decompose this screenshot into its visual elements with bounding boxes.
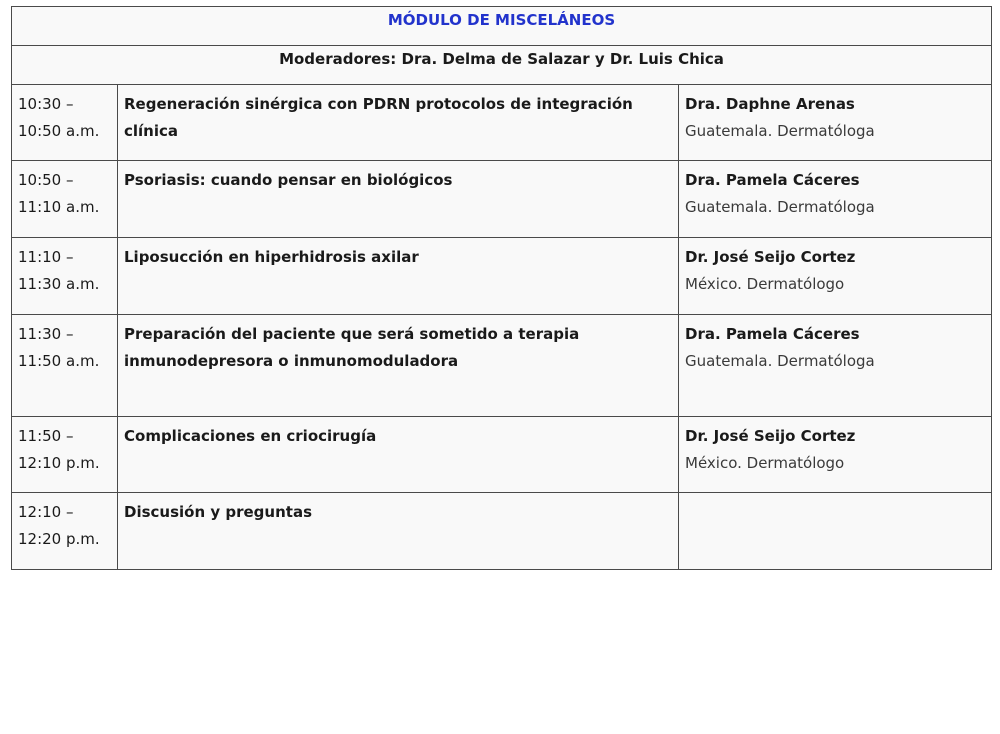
topic-cell — [118, 238, 679, 315]
speaker-info: México. Dermatólogo — [685, 454, 845, 472]
speaker-name: Dra. Pamela Cáceres — [685, 171, 860, 189]
topic-cell — [118, 315, 679, 417]
module-title-cell — [12, 7, 992, 46]
time-start: 10:50 – — [18, 171, 74, 189]
topic-cell — [118, 493, 679, 570]
topic-cell — [118, 417, 679, 493]
speaker-cell — [679, 493, 992, 570]
time-cell — [12, 417, 118, 493]
moderators-cell — [12, 46, 992, 85]
time-cell — [12, 161, 118, 238]
table-row — [12, 85, 992, 161]
table-row — [12, 417, 992, 493]
table-row — [12, 493, 992, 570]
topic-cell — [118, 161, 679, 238]
topic-text: Psoriasis: cuando pensar en biológicos — [124, 171, 453, 189]
topic-text: Regeneración sinérgica con PDRN protocolos de integración clínica — [124, 95, 633, 140]
speaker-name: Dr. José Seijo Cortez — [685, 427, 856, 445]
time-cell — [12, 493, 118, 570]
time-end: 11:30 a.m. — [18, 275, 100, 293]
speaker-info: Guatemala. Dermatóloga — [685, 352, 875, 370]
speaker-info: México. Dermatólogo — [685, 275, 845, 293]
speaker-cell — [679, 85, 992, 161]
speaker-name: Dr. José Seijo Cortez — [685, 248, 856, 266]
topic-text: Discusión y preguntas — [124, 503, 312, 521]
speaker-name: Dra. Daphne Arenas — [685, 95, 855, 113]
time-cell — [12, 315, 118, 417]
speaker-cell — [679, 315, 992, 417]
time-start: 11:30 – — [18, 325, 74, 343]
topic-text: Liposucción en hiperhidrosis axilar — [124, 248, 419, 266]
time-start: 10:30 – — [18, 95, 74, 113]
time-end: 12:20 p.m. — [18, 530, 100, 548]
moderators-row — [12, 46, 992, 85]
topic-text: Complicaciones en criocirugía — [124, 427, 377, 445]
table-row — [12, 238, 992, 315]
time-start: 11:10 – — [18, 248, 74, 266]
speaker-cell — [679, 417, 992, 493]
time-cell — [12, 238, 118, 315]
module-title-row — [12, 7, 992, 46]
speaker-name: Dra. Pamela Cáceres — [685, 325, 860, 343]
topic-cell — [118, 85, 679, 161]
speaker-info: Guatemala. Dermatóloga — [685, 122, 875, 140]
time-start: 11:50 – — [18, 427, 74, 445]
time-end: 10:50 a.m. — [18, 122, 100, 140]
speaker-cell — [679, 238, 992, 315]
topic-text: Preparación del paciente que será sometido a terapia inmunodepresora o inmunomoduladora — [124, 325, 580, 370]
time-end: 12:10 p.m. — [18, 454, 100, 472]
module-title: MÓDULO DE MISCELÁNEOS — [387, 11, 616, 29]
moderators-text: Moderadores: Dra. Delma de Salazar y Dr. Luis Chica — [279, 50, 724, 68]
schedule-table — [11, 6, 992, 570]
table-row — [12, 315, 992, 417]
time-cell — [12, 85, 118, 161]
time-end: 11:10 a.m. — [18, 198, 100, 216]
speaker-info: Guatemala. Dermatóloga — [685, 198, 875, 216]
table-row — [12, 161, 992, 238]
speaker-cell — [679, 161, 992, 238]
time-start: 12:10 – — [18, 503, 74, 521]
time-end: 11:50 a.m. — [18, 352, 100, 370]
